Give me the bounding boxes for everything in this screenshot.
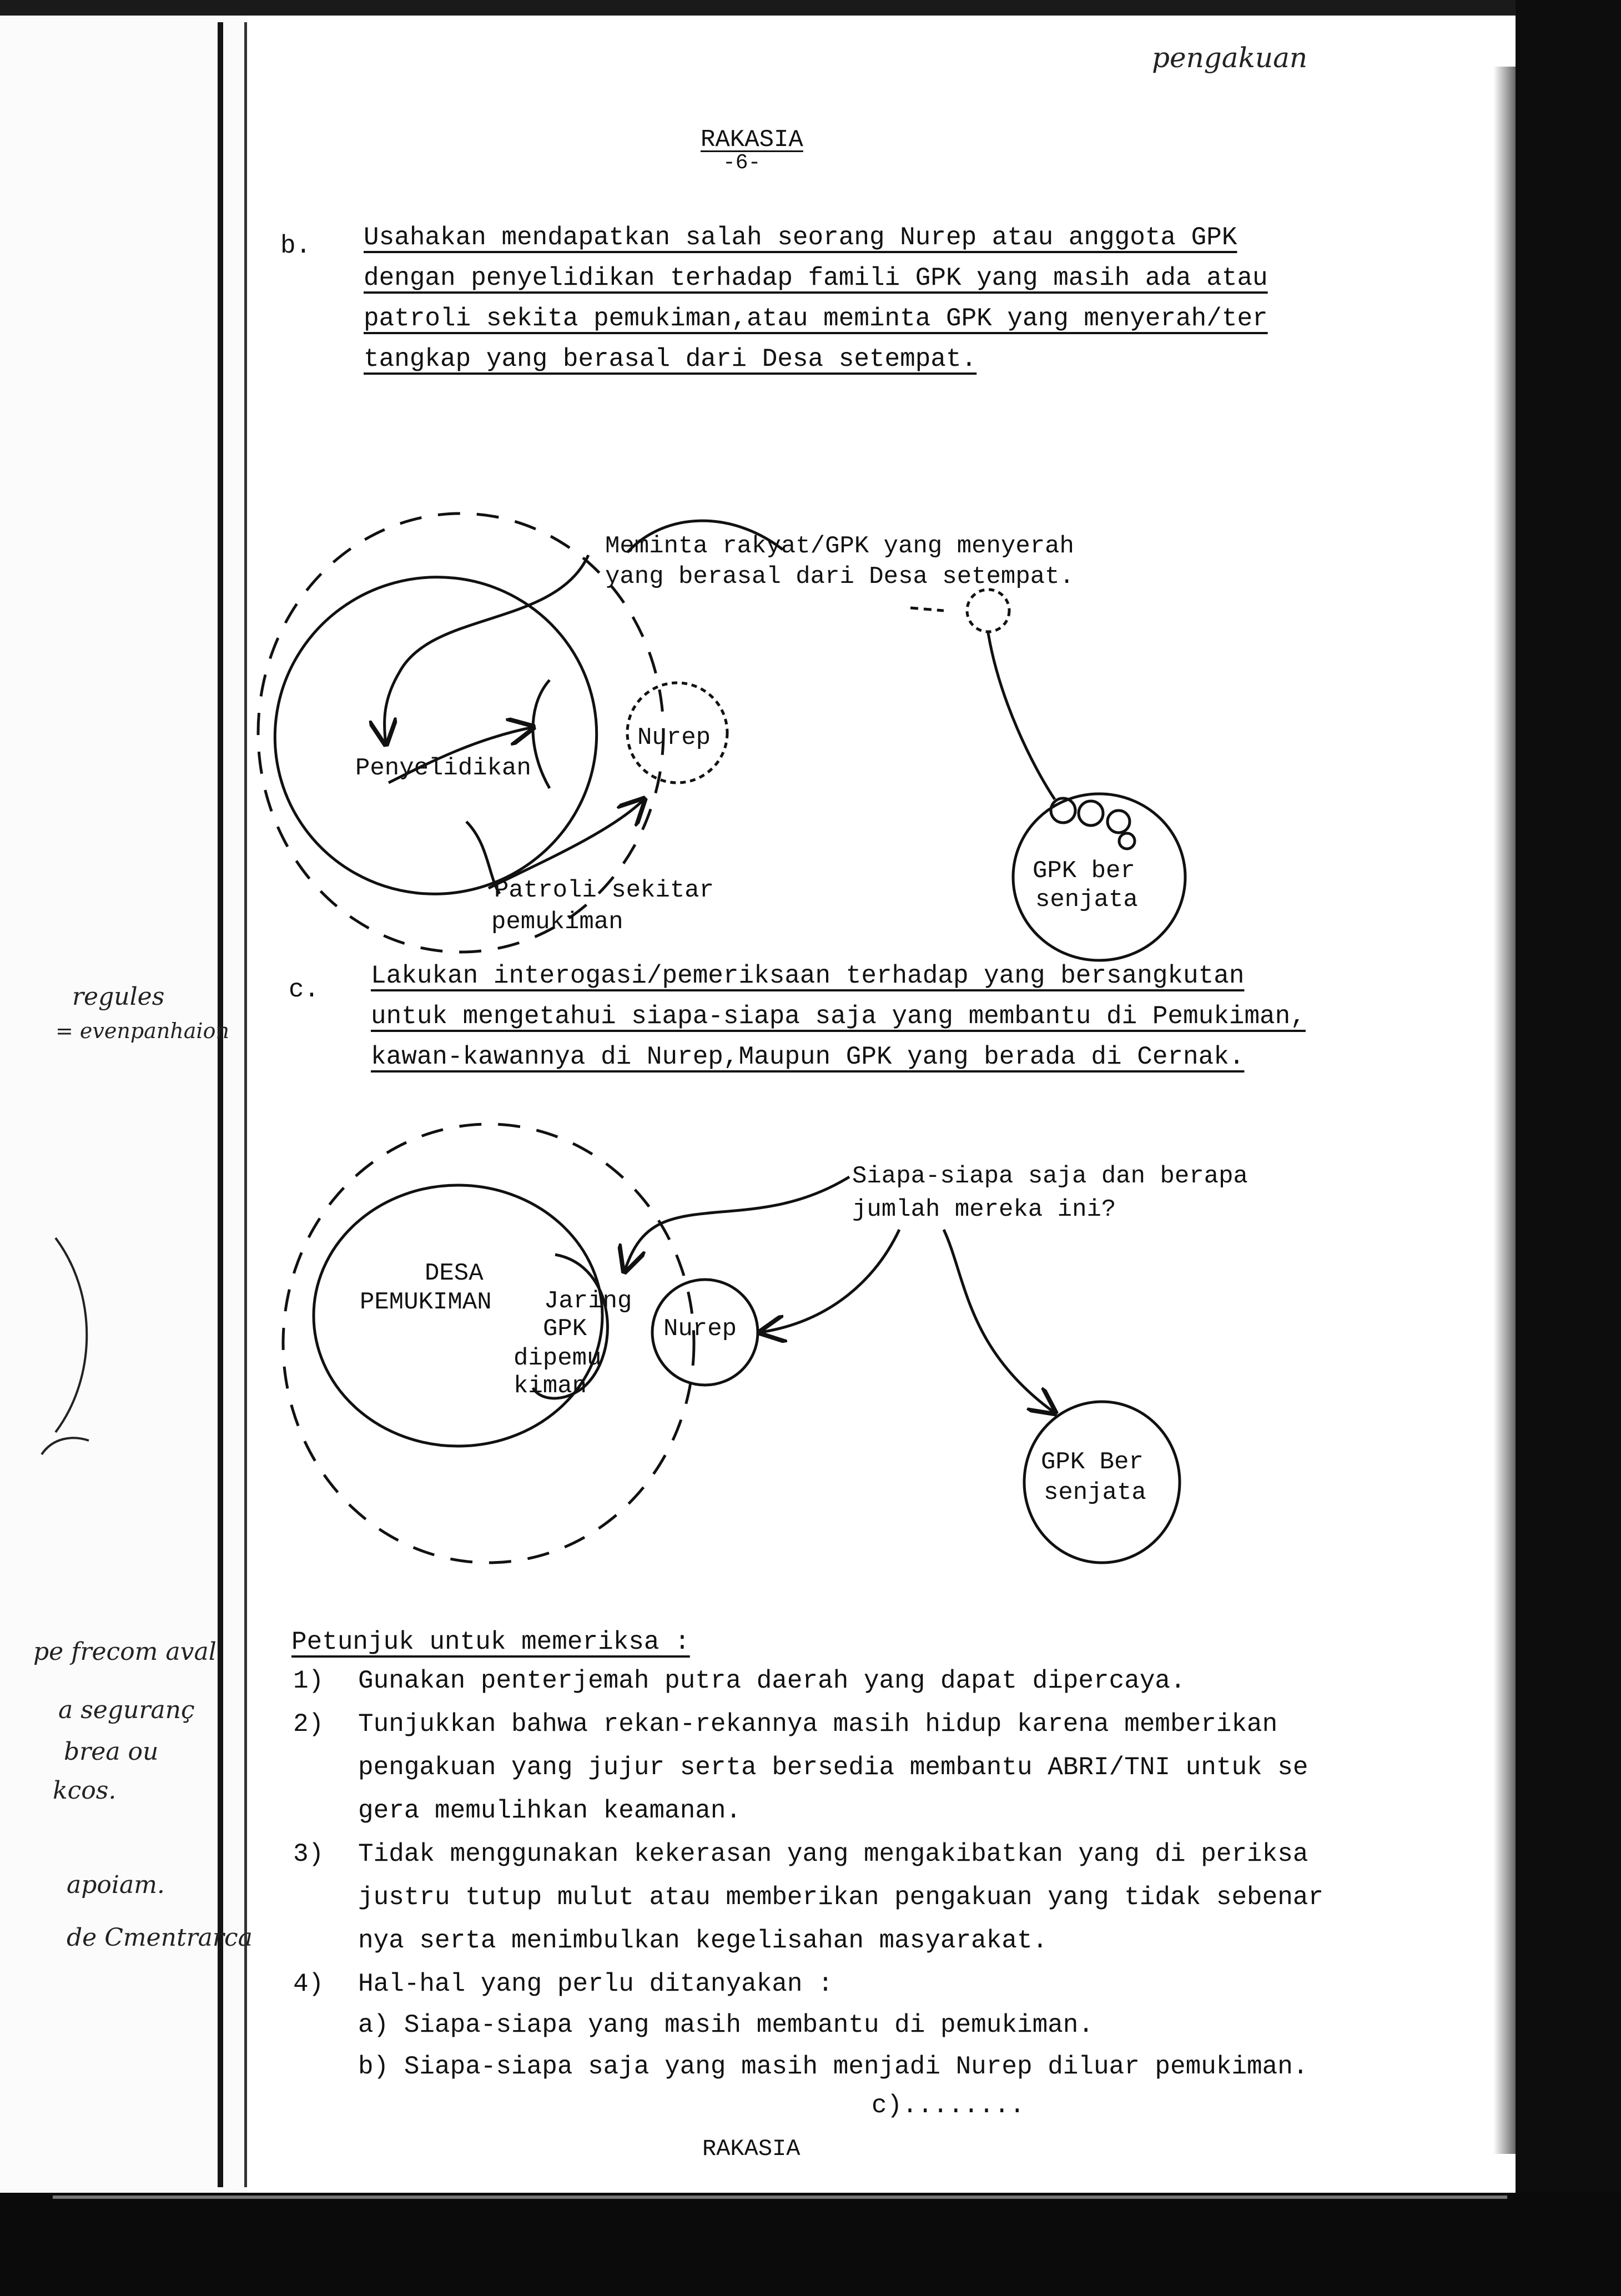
diagram-2-jaring-line-3: dipemu [514,1345,602,1372]
margin-note-6: kcos. [53,1776,117,1805]
diagram-2-desa-line-2: PEMUKIMAN [360,1288,492,1316]
petunjuk-subitem-b: b) Siapa-siapa saja yang masih menjadi Nurep diluar pemukiman. [358,2052,1308,2081]
diagram-1-callout-line-1: Meminta rakyat/GPK yang menyerah [605,532,1074,560]
petunjuk-item-4-num: 4) [293,1970,324,1998]
arrow-siapa-to-nurep [761,1230,899,1332]
classification-footer: RAKASIA [702,2136,801,2162]
diagram-2-desa-line-1: DESA [425,1260,484,1287]
section-c-line-3: kawan-kawannya di Nurep,Maupun GPK yang berada di Cernak. [371,1043,1245,1071]
arrow-siapa-to-gpk [944,1230,1055,1413]
petunjuk-item-2-line-1: Tunjukkan bahwa rekan-rekannya masih hidup karena memberikan [358,1710,1278,1739]
section-b-marker: b. [280,231,311,260]
diagram-2-gpk-line-2: senjata [1044,1479,1146,1507]
diagram-2-callout-line-2: jumlah mereka ini? [852,1196,1116,1223]
diagram-2-nurep-label: Nurep [663,1315,737,1343]
diagram-1-patrol-line-2: pemukiman [491,908,623,936]
diagram-1-patrol-line-1: Patroli sekitar [494,877,714,904]
petunjuk-item-1-num: 1) [293,1666,324,1695]
handwritten-note-top: pengakuan [1152,42,1308,74]
diagram-1-gpk-line-2: senjata [1035,886,1138,914]
outer-dashed-circle-2 [283,1124,694,1563]
margin-note-1: regules [72,983,165,1011]
margin-hook [42,1438,89,1454]
petunjuk-continuation: c)........ [872,2091,1025,2120]
petunjuk-item-2-line-2: pengakuan yang jujur serta bersedia membantu ABRI/TNI untuk se [358,1753,1308,1782]
section-b-line-3: patroli sekita pemukiman,atau meminta GPK yang menyerah/ter [364,304,1268,333]
gpk-small-2 [1079,801,1103,825]
diagram-1-callout-line-2: yang berasal dari Desa setempat. [605,563,1074,591]
dash-left-small [910,608,944,611]
petunjuk-item-3-line-3: nya serta menimbulkan kegelisahan masyarakat. [358,1926,1048,1955]
petunjuk-subitem-a: a) Siapa-siapa yang masih membantu di pemukiman. [358,2011,1094,2040]
margin-note-7: apoiam. [67,1871,165,1899]
diagram-2-jaring-line-4: kiman [514,1372,587,1400]
petunjuk-item-2-num: 2) [293,1710,324,1739]
margin-note-8: de Cmentrarca [67,1924,253,1952]
section-b-line-4: tangkap yang berasal dari Desa setempat. [364,345,977,374]
margin-note-2: = evenpanhaion [56,1019,229,1043]
arrow-siapa-to-jaring [625,1177,849,1271]
line-to-gpk [988,633,1055,799]
petunjuk-item-3-line-1: Tidak menggunakan kekerasan yang mengakibatkan yang di periksa [358,1840,1308,1869]
diagram-2-gpk-line-1: GPK Ber [1041,1448,1144,1476]
diagram-2-jaring-line-2: GPK [543,1315,587,1343]
diagram-1-nurep-label: Nurep [637,724,711,752]
gpk-small-3 [1107,810,1130,833]
gpk-small-4 [1119,833,1135,849]
section-c-line-2: untuk mengetahui siapa-siapa saja yang membantu di Pemukiman, [371,1002,1306,1031]
margin-note-4: a seguranç [58,1696,195,1724]
arc-penyelidikan [533,680,550,788]
petunjuk-item-3-line-2: justru tutup mulut atau memberikan pengakuan yang tidak sebenar [358,1883,1324,1912]
classification-header: RAKASIA [701,126,803,154]
small-dashed-circle [967,590,1009,632]
petunjuk-item-1-line-1: Gunakan penterjemah putra daerah yang dapat dipercaya. [358,1666,1186,1695]
margin-bracket [56,1238,87,1432]
petunjuk-item-2-line-3: gera memulihkan keamanan. [358,1796,742,1825]
section-c-marker: c. [289,975,320,1004]
section-b-line-1: Usahakan mendapatkan salah seorang Nurep atau anggota GPK [364,223,1237,252]
petunjuk-item-3-num: 3) [293,1840,324,1869]
margin-note-3: pe frecom aval [33,1638,217,1666]
margin-note-5: brea ou [64,1738,159,1766]
section-b-line-2: dengan penyelidikan terhadap famili GPK yang masih ada atau [364,264,1268,293]
margin-marks-svg [0,0,250,2296]
section-c-line-1: Lakukan interogasi/pemeriksaan terhadap yang bersangkutan [371,961,1245,990]
petunjuk-title: Petunjuk untuk memeriksa : [291,1628,690,1656]
village-circle-1 [239,541,632,930]
petunjuk-item-4-line-1: Hal-hal yang perlu ditanyakan : [358,1970,833,1998]
diagram-2-callout-line-1: Siapa-siapa saja dan berapa [852,1162,1248,1190]
diagram-2-jaring-line-1: Jaring [544,1287,632,1315]
page-number: -6- [723,151,761,175]
diagram-1-penyelidikan-label: Penyelidikan [355,754,531,782]
diagram-1-gpk-line-1: GPK ber [1033,857,1135,885]
